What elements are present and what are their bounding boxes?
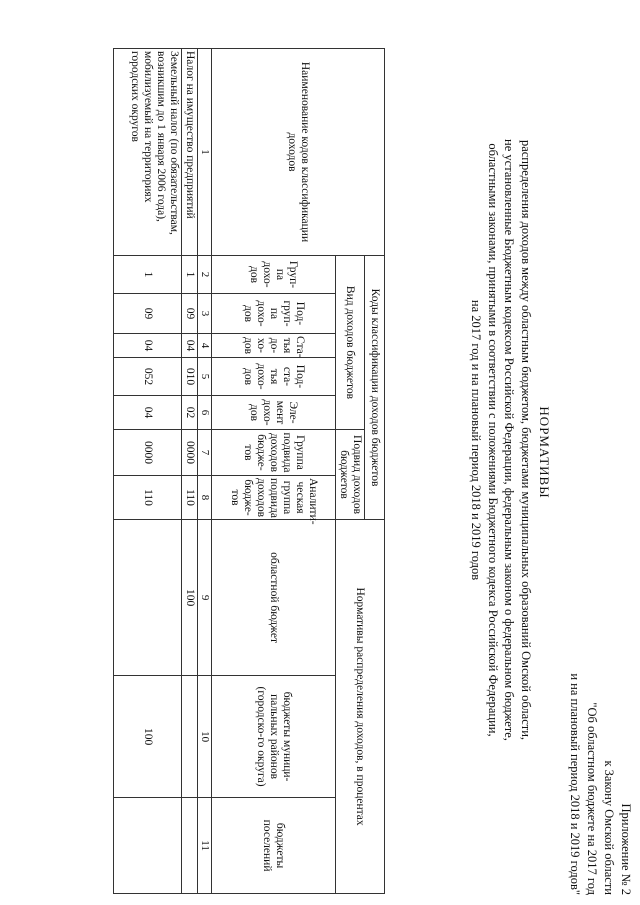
header-subgroup: Под-груп-па дохо-дов bbox=[212, 294, 336, 334]
row-subarticle: 052 bbox=[114, 358, 182, 396]
column-number: 7 bbox=[198, 430, 212, 476]
column-number: 4 bbox=[198, 334, 212, 358]
row-group: 1 bbox=[114, 256, 182, 294]
table-row bbox=[182, 49, 198, 894]
header-kind: Вид доходов бюджетов bbox=[336, 256, 365, 430]
norms-table bbox=[113, 48, 385, 894]
column-number: 11 bbox=[198, 798, 212, 894]
subtitle-line: областными законами, принятыми в соответствии с положениями Бюджетного кодекса Российской Федерации, bbox=[486, 143, 500, 737]
header-subkind-group: Группа подвида доходов бюдже-тов bbox=[212, 430, 336, 476]
row-settlements bbox=[182, 798, 198, 894]
row-group: 1 bbox=[182, 256, 198, 294]
column-number: 5 bbox=[198, 358, 212, 396]
header-analytic-group: Аналити-ческая группа подвида доходов бюдже-тов bbox=[212, 476, 336, 520]
column-number: 1 bbox=[198, 49, 212, 256]
header-subkind: Подвид доходов бюджетов bbox=[336, 430, 365, 520]
row-article: 04 bbox=[182, 334, 198, 358]
appendix-line: и на плановый период 2018 и 2019 годов" bbox=[568, 673, 582, 895]
row-analytic: 110 bbox=[114, 476, 182, 520]
row-settlements bbox=[114, 798, 182, 894]
column-number: 8 bbox=[198, 476, 212, 520]
document-title: НОРМАТИВЫ bbox=[537, 406, 552, 499]
column-number: 10 bbox=[198, 676, 212, 798]
header-municipal: бюджеты муници-пальных районов (городско-го округа) bbox=[212, 676, 336, 798]
row-element: 04 bbox=[114, 396, 182, 430]
row-subkind-group: 0000 bbox=[182, 430, 198, 476]
header-article: Ста-тья до-хо-дов bbox=[212, 334, 336, 358]
header-norms: Нормативы распределения доходов, в процентах bbox=[336, 520, 385, 894]
subtitle-line: не установленные Бюджетным кодексом Российской Федерации, федеральным законом о федеральном бюджете, bbox=[502, 139, 517, 741]
row-regional bbox=[114, 520, 182, 676]
document-subtitle bbox=[468, 115, 534, 765]
row-subgroup: 09 bbox=[114, 294, 182, 334]
row-subarticle: 010 bbox=[182, 358, 198, 396]
header-codes: Коды классификации доходов бюджетов bbox=[365, 256, 385, 520]
subtitle-line: распределения доходов между областным бюджетом, бюджетами муниципальных образований Омской области, bbox=[519, 139, 533, 741]
subtitle-line: на 2017 год и на плановый период 2018 и 2019 годов bbox=[469, 299, 484, 581]
row-name: Налог на имущество предприятий bbox=[182, 49, 198, 256]
row-municipal: 100 bbox=[114, 676, 182, 798]
column-number: 3 bbox=[198, 294, 212, 334]
row-name: Земельный налог (по обязательствам, возникшим до 1 января 2006 года), мобилизуемый на территориях городских округов bbox=[114, 49, 182, 256]
table-row bbox=[114, 49, 182, 894]
appendix-line: Приложение № 2 bbox=[619, 803, 633, 895]
row-analytic: 110 bbox=[182, 476, 198, 520]
column-number: 9 bbox=[198, 520, 212, 676]
appendix-header bbox=[566, 673, 634, 895]
column-number: 6 bbox=[198, 396, 212, 430]
header-regional: областной бюджет bbox=[212, 520, 336, 676]
row-subgroup: 09 bbox=[182, 294, 198, 334]
appendix-line: к Закону Омской области bbox=[602, 760, 616, 895]
appendix-line: "Об областном бюджете на 2017 год bbox=[585, 702, 599, 895]
header-element: Эле-мент дохо-дов bbox=[212, 396, 336, 430]
row-municipal bbox=[182, 676, 198, 798]
row-regional: 100 bbox=[182, 520, 198, 676]
row-article: 04 bbox=[114, 334, 182, 358]
header-settlements: бюджеты поселений bbox=[212, 798, 336, 894]
column-number: 2 bbox=[198, 256, 212, 294]
header-subarticle: Под-ста-тья дохо-дов bbox=[212, 358, 336, 396]
row-element: 02 bbox=[182, 396, 198, 430]
row-subkind-group: 0000 bbox=[114, 430, 182, 476]
column-number-row bbox=[198, 49, 212, 894]
header-group: Груп-па дохо-дов bbox=[212, 256, 336, 294]
header-name: Наименование кодов классификации доходов bbox=[212, 49, 385, 256]
